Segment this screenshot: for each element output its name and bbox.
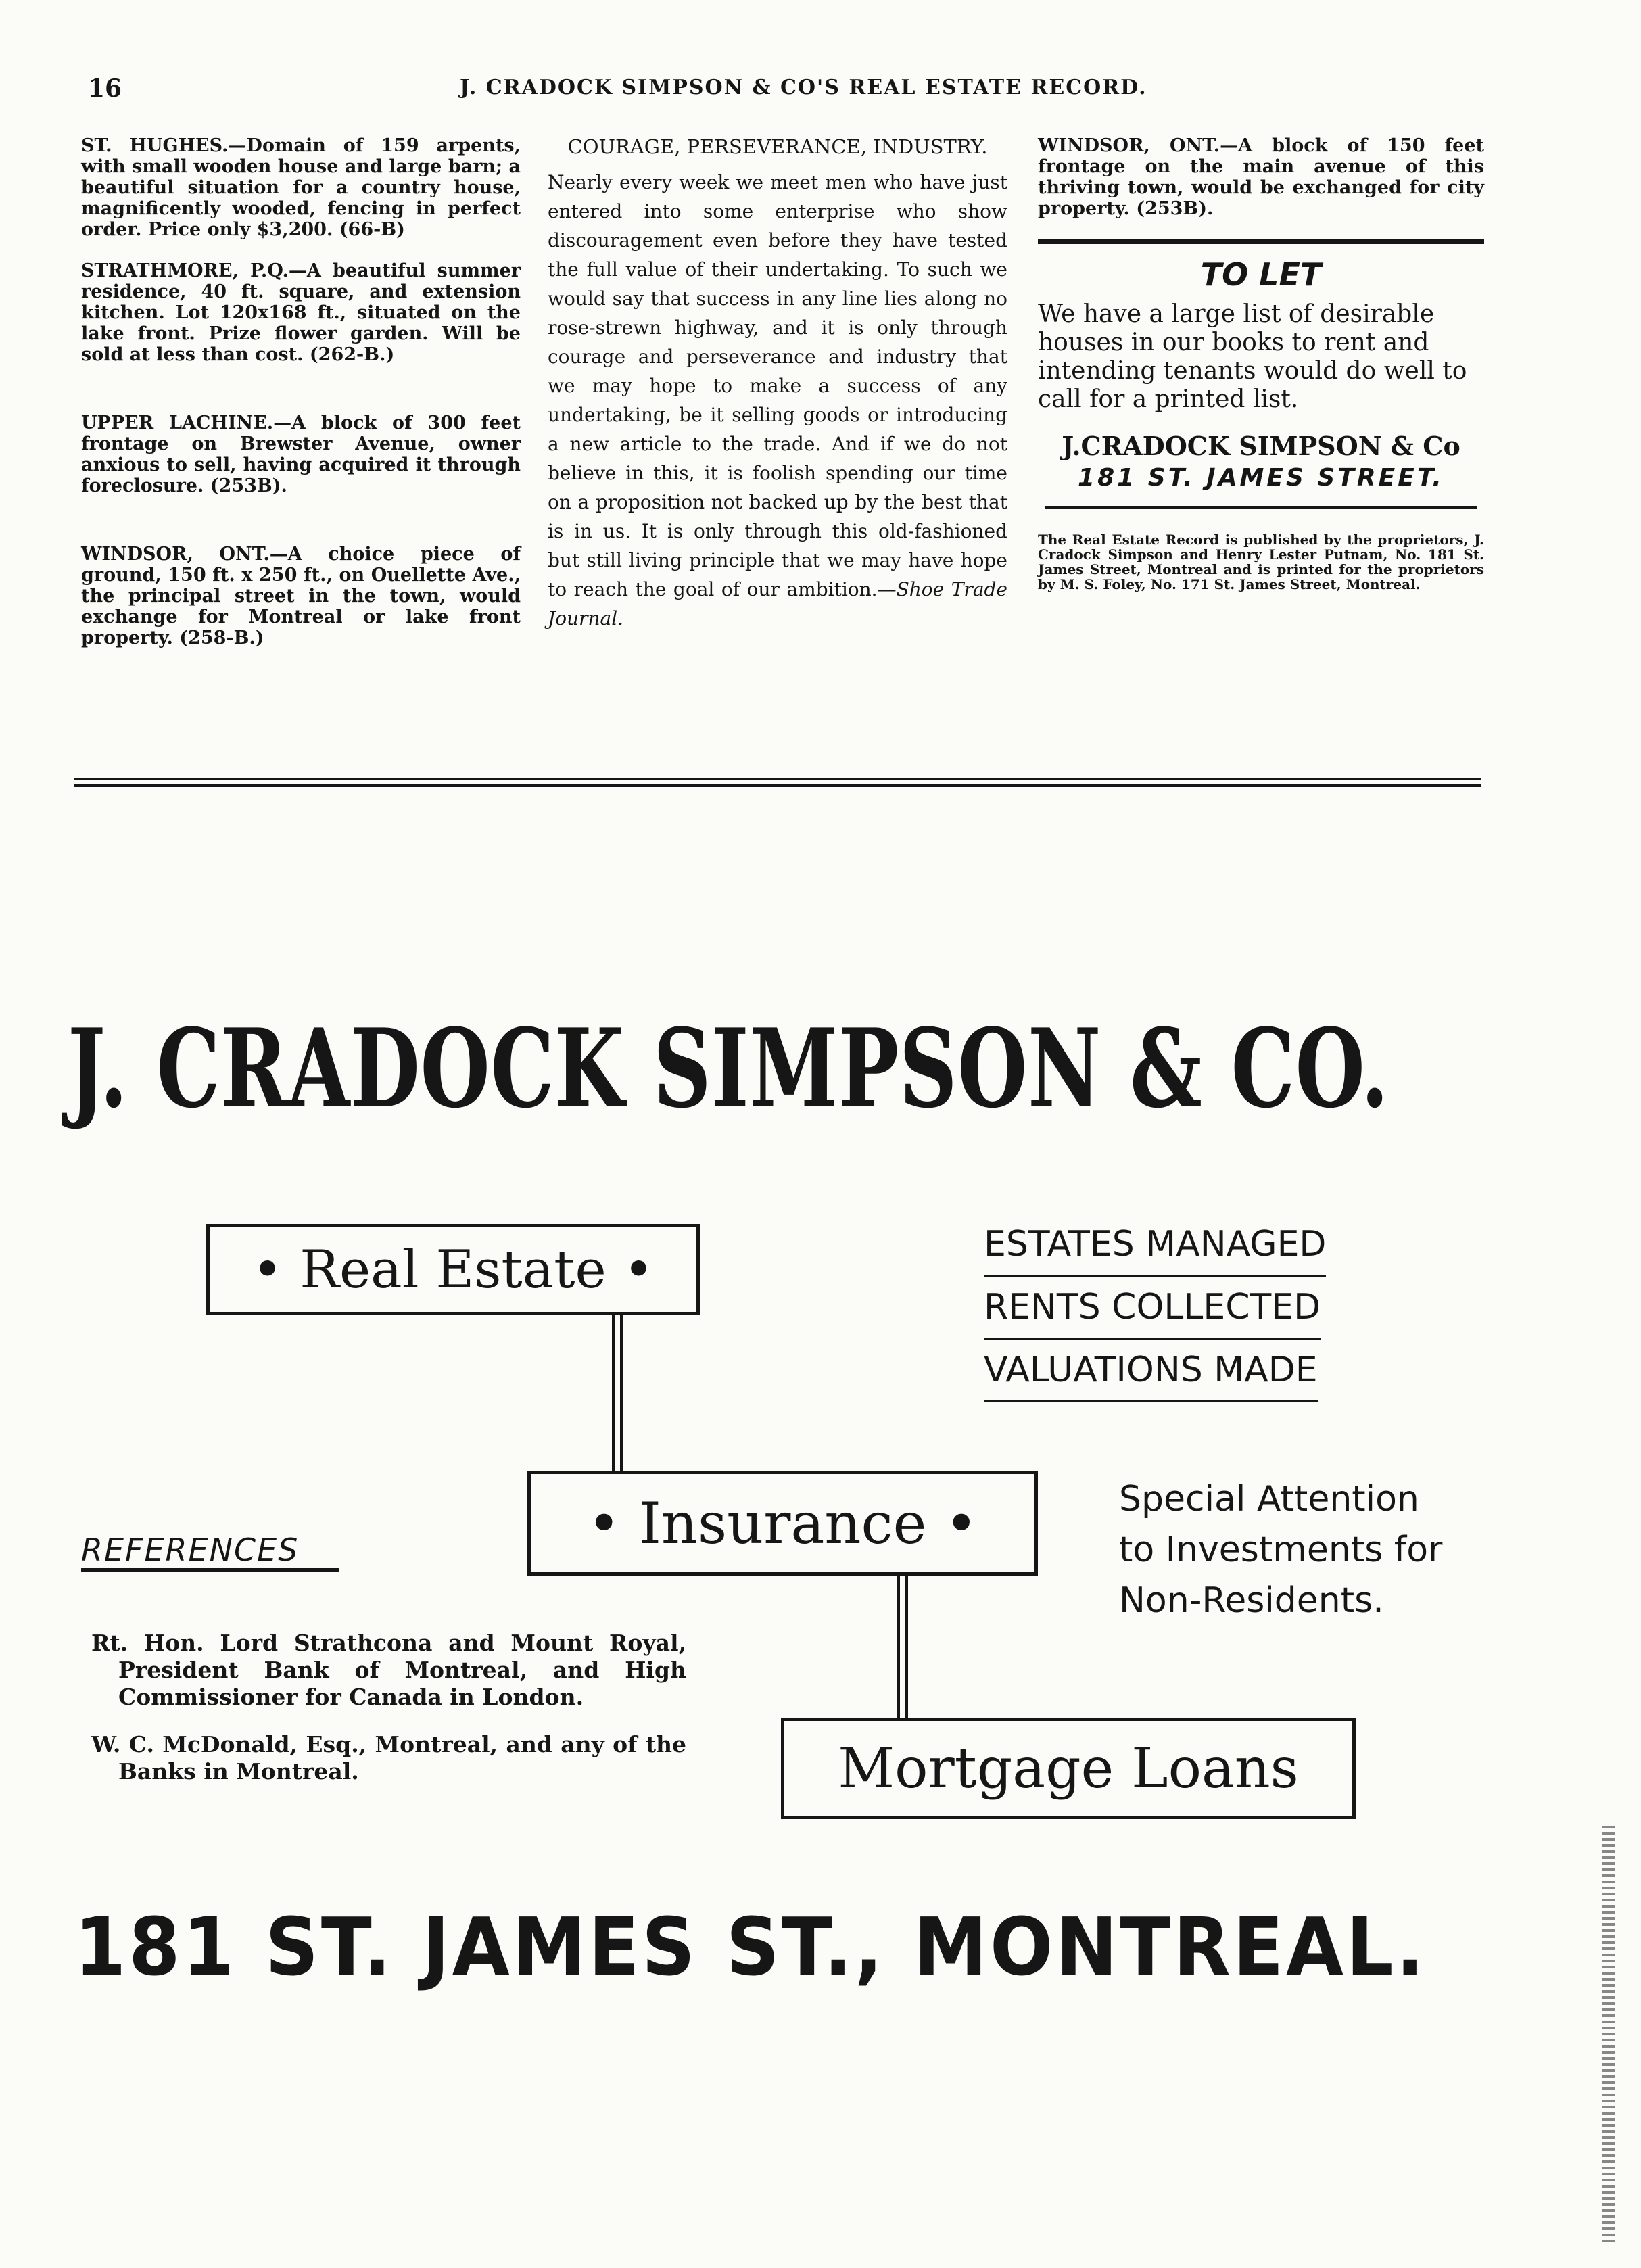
listing-strathmore bbox=[81, 260, 521, 365]
listing-windsor-block bbox=[1038, 135, 1484, 219]
listing-st-hughes bbox=[81, 135, 521, 240]
article-text: Nearly every week we meet men who have just entered into some enterprise who show discouragement even before they have tested the full value of their undertaking. To such we would say that success in any line lies along no rose-strewn highway, and it is only through courage and perseverance and industry that we may hope to make a success of any undertaking, be it selling goods or introducing a new article to the trade. And if we do not believe in this, it is foolish spending our time on a proposition not backed up by the best that is in us. It is only through this old-fashioned but still living principle that we may have hope to reach the goal of our ambition.— bbox=[548, 171, 1007, 600]
listing-text: —A beautiful summer residence, 40 ft. square, and extension kitchen. Lot 120x168 ft., situated on the lake front. Prize flower garden. Will be sold at less than cost. (262-B.) bbox=[81, 260, 521, 365]
article-column bbox=[548, 135, 1007, 633]
real-estate-box: • Real Estate • bbox=[206, 1224, 700, 1315]
listing-windsor-ouellette bbox=[81, 544, 521, 648]
service-item: VALUATIONS MADE bbox=[984, 1340, 1318, 1402]
to-let-company: J.CRADOCK SIMPSON & Co bbox=[1062, 431, 1460, 461]
listing-lead: WINDSOR, ONT. bbox=[1038, 135, 1220, 156]
listing-upper-lachine bbox=[81, 412, 521, 496]
article-source: Shoe Trade Journal. bbox=[548, 578, 1008, 630]
to-let-heading: TO LET bbox=[1200, 256, 1322, 293]
listing-text: —A block of 300 feet frontage on Brewster Avenue, owner anxious to sell, having acquired it through foreclosure. (253B). bbox=[81, 412, 521, 496]
listing-lead: STRATHMORE, P.Q. bbox=[81, 260, 289, 281]
section-divider bbox=[74, 784, 1481, 787]
to-let-address: 181 ST. JAMES STREET. bbox=[1078, 464, 1444, 492]
service-item: RENTS COLLECTED bbox=[984, 1277, 1321, 1340]
company-name: J. CRADOCK SIMPSON & CO. bbox=[68, 1005, 1389, 1132]
special-attention bbox=[1119, 1474, 1442, 1626]
attention-line: Non-Residents. bbox=[1119, 1580, 1384, 1621]
scan-edge-mark bbox=[1602, 1826, 1615, 2245]
connector-line bbox=[897, 1572, 908, 1718]
divider bbox=[1045, 506, 1477, 509]
article-title: COURAGE, PERSEVERANCE, INDUSTRY. bbox=[567, 135, 988, 158]
services-list bbox=[984, 1214, 1326, 1402]
right-column bbox=[1038, 135, 1484, 592]
attention-line: to Investments for bbox=[1119, 1530, 1443, 1570]
references-list bbox=[91, 1630, 686, 1805]
divider bbox=[1038, 239, 1484, 244]
to-let-body: We have a large list of desirable houses in our books to rent and intending tenants would do well to call for a printed list. bbox=[1038, 300, 1467, 413]
insurance-box: • Insurance • bbox=[527, 1471, 1038, 1576]
listing-text: —Domain of 159 arpents, with small wooden house and large barn; a beautiful situation for a country house, magnificently wooded, fencing in perfect order. Price only $3,200. (66-B) bbox=[81, 135, 521, 240]
footer-address: 181 ST. JAMES ST., MONTREAL. bbox=[74, 1900, 1427, 1993]
service-item: ESTATES MANAGED bbox=[984, 1214, 1326, 1277]
connector-line bbox=[612, 1312, 623, 1471]
listing-lead: WINDSOR, ONT. bbox=[81, 544, 270, 565]
reference-item: W. C. McDonald, Esq., Montreal, and any of the Banks in Montreal. bbox=[91, 1731, 686, 1785]
mortgage-loans-box: Mortgage Loans bbox=[781, 1718, 1356, 1819]
article-body bbox=[548, 168, 1007, 633]
listing-text: —A block of 150 feet frontage on the main avenue of this thriving town, would be exchanged for city property. (253B). bbox=[1038, 135, 1484, 219]
reference-item: Rt. Hon. Lord Strathcona and Mount Royal, President Bank of Montreal, and High Commissioner for Canada in London. bbox=[91, 1630, 686, 1710]
running-title: J. CRADOCK SIMPSON & CO'S REAL ESTATE RECORD. bbox=[460, 76, 1147, 99]
references-heading: REFERENCES bbox=[81, 1532, 339, 1572]
listing-text: —A choice piece of ground, 150 ft. x 250 ft., on Ouellette Ave., the principal street in the town, would exchange for Montreal or lake front property. (258-B.) bbox=[81, 544, 521, 648]
listing-lead: UPPER LACHINE. bbox=[81, 412, 274, 433]
publisher-note: The Real Estate Record is published by the proprietors, J. Cradock Simpson and Henry Lester Putnam, No. 181 St. James Street, Montreal and is printed for the proprietors by M. S. Foley, No. 171 St. James Street, Montreal. bbox=[1038, 531, 1484, 592]
section-divider bbox=[74, 778, 1481, 780]
listing-lead: ST. HUGHES. bbox=[81, 135, 229, 156]
page-number: 16 bbox=[88, 74, 122, 103]
listings-column bbox=[81, 135, 521, 669]
attention-line: Special Attention bbox=[1119, 1479, 1419, 1519]
